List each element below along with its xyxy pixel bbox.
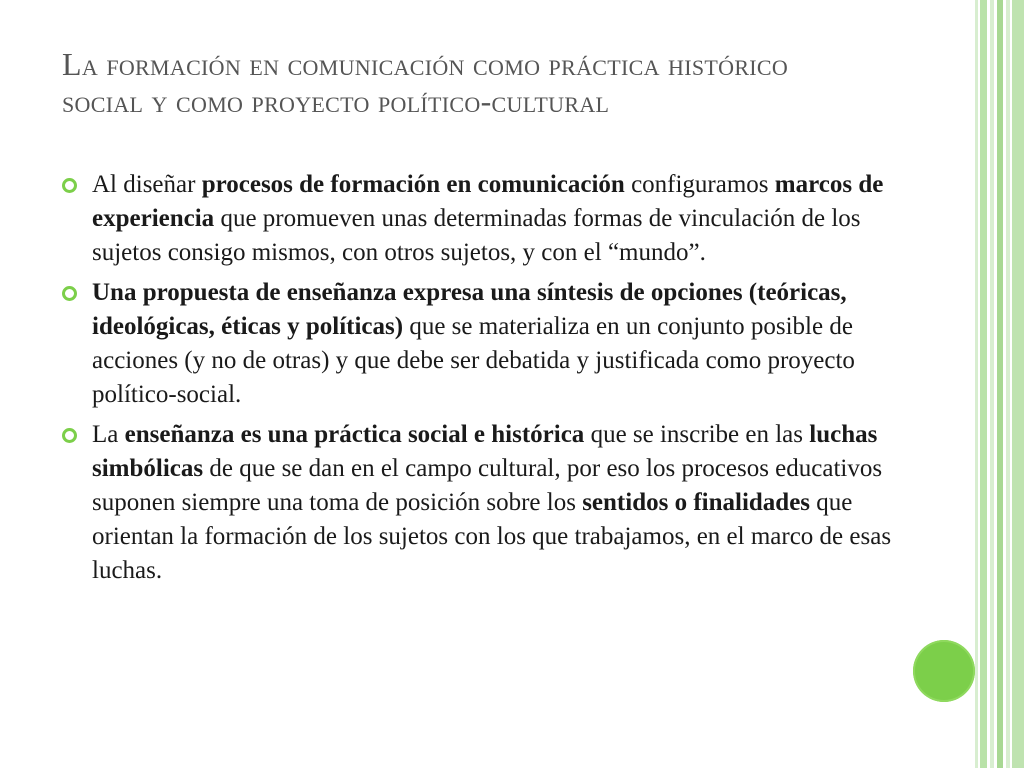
bullet-list <box>62 168 892 594</box>
slide-title: La formación en comunicación como práctica histórico social y como proyecto político-cultural <box>62 46 789 119</box>
bullet-text: Una propuesta de enseñanza expresa una síntesis de opciones (teóricas, ideológicas, éticas y políticas) que se materializa en un conjunto posible de acciones (y no de otras) y que debe ser debatida y justificada como proyecto político-social. <box>92 279 855 408</box>
ring-bullet-icon <box>62 428 77 443</box>
green-circle-icon <box>913 640 975 702</box>
decor-stripe <box>975 0 978 768</box>
ring-bullet-icon <box>62 286 77 301</box>
decor-stripe <box>997 0 1003 768</box>
decor-stripe <box>1006 0 1010 768</box>
decor-stripe <box>1012 0 1024 768</box>
decor-stripe <box>990 0 994 768</box>
bullet-item <box>62 168 892 270</box>
bullet-text: Al diseñar procesos de formación en comunicación configuramos marcos de experiencia que promueven unas determinadas formas de vinculación de los sujetos consigo mismos, con otros sujetos, y con el “mundo”. <box>92 171 884 266</box>
bullet-text: La enseñanza es una práctica social e histórica que se inscribe en las luchas simbólicas de que se dan en el campo cultural, por eso los procesos educativos suponen siempre una toma de posición sobre los sentidos o finalidades que orientan la formación de los sujetos con los que trabajamos, en el marco de esas luchas. <box>92 421 892 584</box>
bullet-item <box>62 276 892 412</box>
ring-bullet-icon <box>62 178 77 193</box>
bullet-item <box>62 418 892 588</box>
decor-stripe <box>980 0 987 768</box>
